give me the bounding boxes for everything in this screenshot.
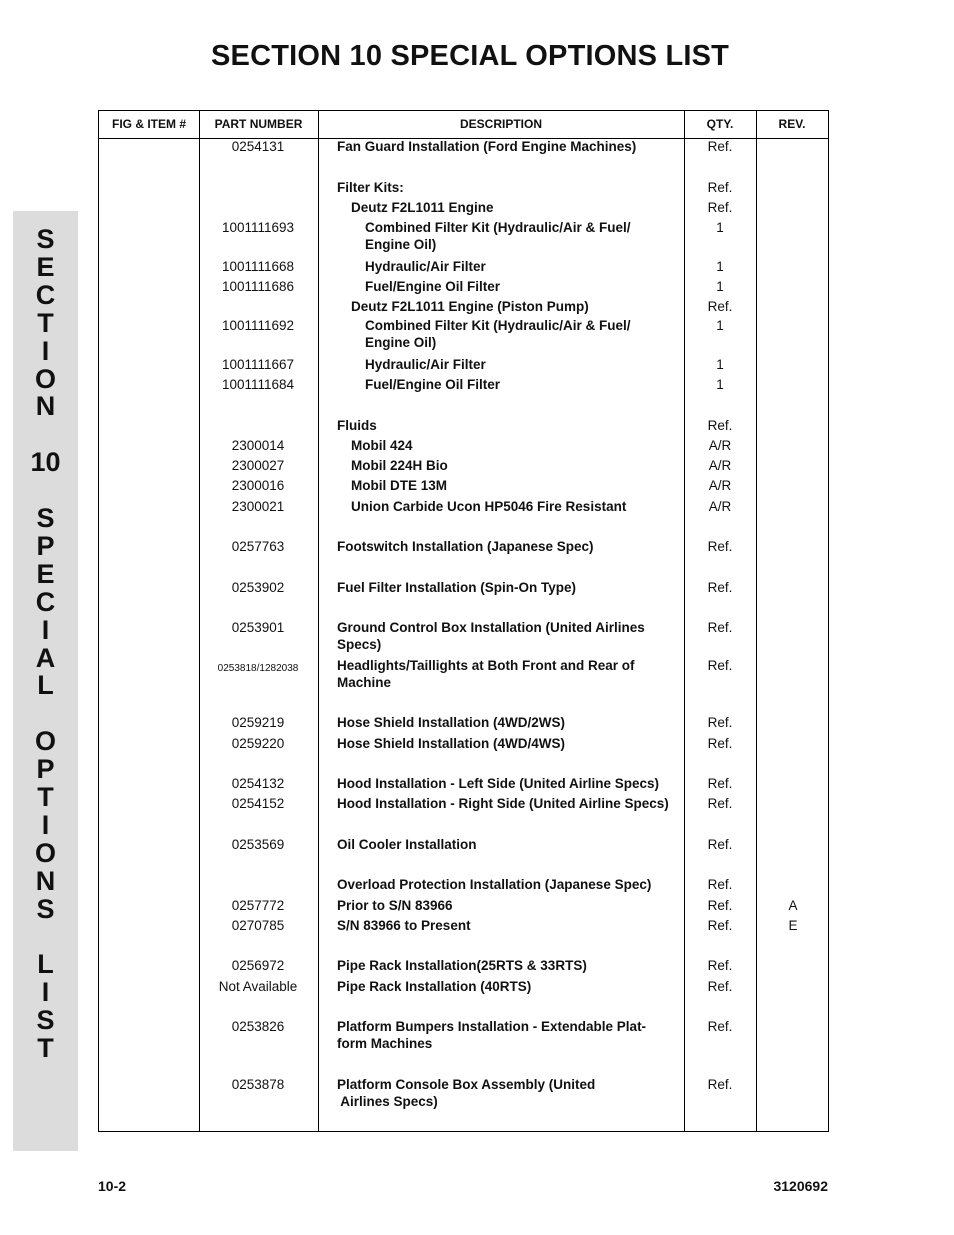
- description-cell: Ground Control Box Installation (United Airlines Specs): [337, 620, 645, 652]
- description-cell: Union Carbide Ucon HP5046 Fire Resistant: [351, 499, 627, 514]
- description-cell: Fluids: [337, 418, 377, 433]
- part-number-cell: 1001111692: [221, 318, 295, 333]
- side-tab-letter: P: [36, 754, 55, 785]
- header-part-number: PART NUMBER: [214, 117, 303, 131]
- part-number-cell: 0253901: [231, 620, 285, 635]
- qty-cell: A/R: [708, 478, 732, 493]
- side-tab-letter: A: [35, 642, 56, 673]
- qty-cell: Ref.: [707, 580, 733, 595]
- qty-cell: Ref.: [707, 837, 733, 852]
- description-cell: Deutz F2L1011 Engine: [351, 200, 494, 215]
- header-qty: QTY.: [706, 117, 734, 131]
- qty-cell: Ref.: [707, 139, 733, 154]
- qty-cell: Ref.: [707, 200, 733, 215]
- qty-cell: Ref.: [707, 658, 733, 673]
- column-divider: [756, 111, 757, 1131]
- description-cell: Filter Kits:: [337, 180, 404, 195]
- description-cell: Mobil 424: [351, 438, 413, 453]
- part-number-cell: 0259220: [231, 736, 285, 751]
- qty-cell: Ref.: [707, 898, 733, 913]
- side-tab-letter: O: [34, 363, 56, 394]
- document-number: 3120692: [773, 1178, 828, 1194]
- side-tab-letter: N: [35, 865, 56, 896]
- part-number-cell: 0253569: [231, 837, 285, 852]
- qty-cell: A/R: [708, 458, 732, 473]
- header-description: DESCRIPTION: [459, 117, 542, 131]
- description-cell: Prior to S/N 83966: [337, 898, 453, 913]
- description-cell: Footswitch Installation (Japanese Spec): [337, 539, 594, 554]
- qty-cell: Ref.: [707, 539, 733, 554]
- part-number-cell: 1001111668: [221, 259, 295, 274]
- part-number-cell: 2300014: [231, 438, 285, 453]
- side-tab-letter: O: [34, 726, 56, 757]
- section-side-tab: [13, 211, 78, 1151]
- part-number-cell: Not Available: [218, 979, 298, 994]
- qty-cell: 1: [716, 377, 724, 392]
- side-tab-letter: L: [37, 949, 54, 980]
- side-tab-letter: S: [36, 503, 55, 533]
- side-tab-letter: I: [41, 809, 50, 840]
- part-number-cell: 0259219: [231, 715, 285, 730]
- qty-cell: 1: [716, 220, 724, 235]
- part-number-cell: 2300027: [231, 458, 285, 473]
- description-cell: Deutz F2L1011 Engine (Piston Pump): [351, 299, 589, 314]
- rev-cell: E: [788, 918, 798, 933]
- part-number-cell: 0253878: [231, 1077, 285, 1092]
- side-tab-letter: S: [36, 1005, 55, 1036]
- part-number-cell: 0257772: [231, 898, 285, 913]
- qty-cell: Ref.: [707, 958, 733, 973]
- description-cell: Fuel Filter Installation (Spin-On Type): [337, 580, 577, 595]
- qty-cell: Ref.: [707, 180, 733, 195]
- qty-cell: Ref.: [707, 1077, 733, 1092]
- column-divider: [318, 111, 319, 1131]
- rev-cell: A: [788, 898, 798, 913]
- description-cell: Hose Shield Installation (4WD/4WS): [337, 736, 566, 751]
- description-cell: Headlights/Taillights at Both Front and Rear of Machine: [337, 658, 635, 690]
- part-number-cell: 0254132: [231, 776, 285, 791]
- description-cell: Hose Shield Installation (4WD/2WS): [337, 715, 566, 730]
- qty-cell: 1: [716, 318, 724, 333]
- side-tab-letter: T: [37, 307, 54, 338]
- page-title: SECTION 10 SPECIAL OPTIONS LIST: [211, 40, 730, 72]
- part-number-cell: 0256972: [231, 958, 285, 973]
- qty-cell: Ref.: [707, 877, 733, 892]
- side-tab-letter: I: [41, 614, 50, 645]
- side-tab-letter: I: [41, 977, 50, 1008]
- description-cell: Pipe Rack Installation (40RTS): [337, 979, 532, 994]
- description-cell: Platform Bumpers Installation - Extendable Plat- form Machines: [337, 1019, 647, 1051]
- side-tab-letter: O: [34, 837, 56, 868]
- description-cell: Combined Filter Kit (Hydraulic/Air & Fuel/ Engine Oil): [365, 220, 631, 252]
- side-tab-letter: S: [36, 893, 55, 924]
- qty-cell: Ref.: [707, 979, 733, 994]
- side-tab-letter: C: [35, 279, 56, 310]
- parts-table: [98, 110, 829, 1132]
- description-cell: Mobil DTE 13M: [351, 478, 448, 493]
- part-number-cell: 1001111693: [221, 220, 295, 235]
- qty-cell: Ref.: [707, 715, 733, 730]
- part-number-cell: 0254152: [231, 796, 285, 811]
- description-cell: Mobil 224H Bio: [351, 458, 448, 473]
- side-tab-letter: P: [36, 530, 55, 561]
- qty-cell: 1: [716, 357, 724, 372]
- header-fig-item: FIG & ITEM #: [111, 117, 186, 131]
- description-cell: Platform Console Box Assembly (United Airlines Specs): [337, 1077, 596, 1109]
- description-cell: Combined Filter Kit (Hydraulic/Air & Fuel/ Engine Oil): [365, 318, 631, 350]
- part-number-cell: 1001111684: [221, 377, 295, 392]
- side-tab-letter: N: [35, 391, 56, 422]
- description-cell: Hood Installation - Right Side (United Airline Specs): [337, 796, 669, 811]
- qty-cell: Ref.: [707, 776, 733, 791]
- description-cell: Pipe Rack Installation(25RTS & 33RTS): [337, 958, 587, 973]
- side-tab-letter: E: [36, 251, 55, 282]
- description-cell: Fuel/Engine Oil Filter: [365, 377, 501, 392]
- qty-cell: 1: [716, 279, 724, 294]
- part-number-cell: 0257763: [231, 539, 285, 554]
- side-tab-letter: S: [36, 224, 55, 254]
- description-cell: Overload Protection Installation (Japanese Spec): [337, 877, 652, 892]
- part-number-cell: 0254131: [231, 139, 285, 154]
- qty-cell: Ref.: [707, 918, 733, 933]
- qty-cell: A/R: [708, 438, 732, 453]
- qty-cell: Ref.: [707, 796, 733, 811]
- side-tab-letter: L: [37, 670, 54, 701]
- part-number-cell: 1001111686: [221, 279, 295, 294]
- description-cell: Fan Guard Installation (Ford Engine Machines): [337, 139, 637, 154]
- part-number-cell: 0253826: [231, 1019, 285, 1034]
- qty-cell: Ref.: [707, 1019, 733, 1034]
- qty-cell: A/R: [708, 499, 732, 514]
- qty-cell: Ref.: [707, 736, 733, 751]
- description-cell: Fuel/Engine Oil Filter: [365, 279, 501, 294]
- description-cell: S/N 83966 to Present: [337, 918, 471, 933]
- part-number-cell: 0253818/1282038: [217, 663, 299, 674]
- page-number: 10-2: [98, 1178, 127, 1194]
- side-tab-letter: I: [41, 335, 50, 366]
- side-tab-letter: T: [37, 1033, 54, 1064]
- side-tab-letter: 10: [30, 447, 61, 478]
- description-cell: Oil Cooler Installation: [337, 837, 477, 852]
- part-number-cell: 1001111667: [221, 357, 295, 372]
- side-tab-letter: E: [36, 558, 55, 589]
- description-cell: Hydraulic/Air Filter: [365, 357, 486, 372]
- header-rev: REV.: [778, 117, 806, 131]
- qty-cell: Ref.: [707, 418, 733, 433]
- part-number-cell: 0253902: [231, 580, 285, 595]
- description-cell: Hood Installation - Left Side (United Airline Specs): [337, 776, 660, 791]
- qty-cell: 1: [716, 259, 724, 274]
- side-tab-letter: T: [37, 782, 54, 812]
- part-number-cell: 2300016: [231, 478, 285, 493]
- part-number-cell: 2300021: [231, 499, 285, 514]
- side-tab-letter: C: [35, 586, 56, 617]
- qty-cell: Ref.: [707, 620, 733, 635]
- description-cell: Hydraulic/Air Filter: [365, 259, 486, 274]
- part-number-cell: 0270785: [231, 918, 285, 933]
- qty-cell: Ref.: [707, 299, 733, 314]
